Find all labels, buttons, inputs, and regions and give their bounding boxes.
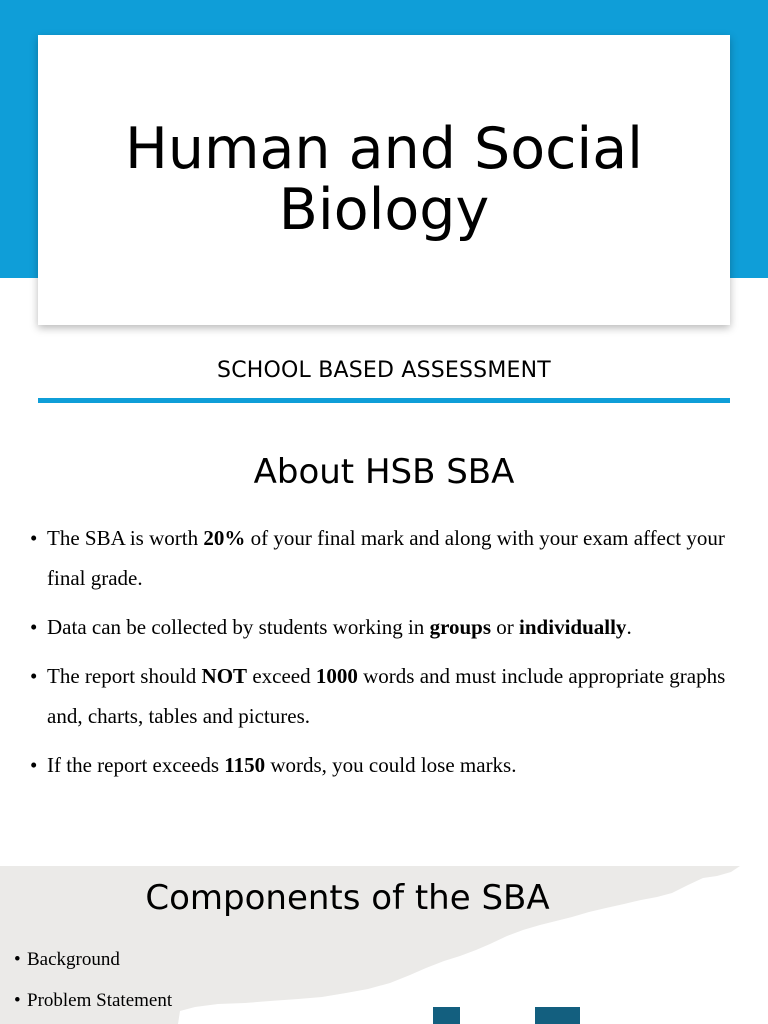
components-bullet-list xyxy=(14,939,172,1021)
about-heading: About HSB SBA xyxy=(253,452,515,492)
bullet-emphasis: NOT xyxy=(201,664,248,688)
title-card xyxy=(38,35,730,325)
component-label: Problem Statement xyxy=(27,990,173,1011)
bullet-text: Data can be collected by students working in xyxy=(47,615,430,639)
bullet-dot: • xyxy=(14,990,21,1011)
slide-subtitle: SCHOOL BASED ASSESSMENT xyxy=(217,358,551,383)
bullet-text: . xyxy=(626,615,632,639)
bullet-emphasis: 20% xyxy=(203,526,246,550)
about-bullet-list xyxy=(30,518,740,794)
bullet-emphasis: 1000 xyxy=(315,664,358,688)
bullet-text: If the report exceeds xyxy=(47,753,225,777)
slide-title: Human and Social Biology xyxy=(124,116,644,243)
about-bullet-item xyxy=(30,518,740,598)
subtitle-divider xyxy=(38,398,730,403)
bullet-emphasis: individually xyxy=(519,615,627,639)
bullet-emphasis: 1150 xyxy=(224,753,266,777)
component-item xyxy=(14,939,172,980)
about-bullet-item xyxy=(30,607,740,647)
components-heading: Components of the SBA xyxy=(145,878,550,918)
bullet-text: The report should xyxy=(47,664,202,688)
bullet-text: of your final mark and along with your exam affect your final grade. xyxy=(47,526,725,590)
decorative-square xyxy=(433,1007,460,1024)
bullet-text: words and must include appropriate graphs and, charts, tables and pictures. xyxy=(47,664,726,728)
bullet-dot: • xyxy=(30,526,38,550)
bullet-dot: • xyxy=(30,664,38,688)
bullet-dot: • xyxy=(30,753,38,777)
component-item xyxy=(14,980,172,1021)
bullet-text: words, you could lose marks. xyxy=(265,753,517,777)
decorative-square xyxy=(535,1007,580,1024)
about-bullet-item xyxy=(30,656,740,736)
bullet-dot: • xyxy=(14,949,21,970)
bullet-emphasis: groups xyxy=(429,615,492,639)
components-slide xyxy=(0,866,768,1024)
bullet-text: or xyxy=(491,615,520,639)
component-label: Background xyxy=(27,949,120,970)
bullet-dot: • xyxy=(30,615,38,639)
title-slide xyxy=(0,0,768,420)
about-bullet-item xyxy=(30,745,740,785)
bullet-text: exceed xyxy=(247,664,316,688)
bullet-text: The SBA is worth xyxy=(47,526,204,550)
